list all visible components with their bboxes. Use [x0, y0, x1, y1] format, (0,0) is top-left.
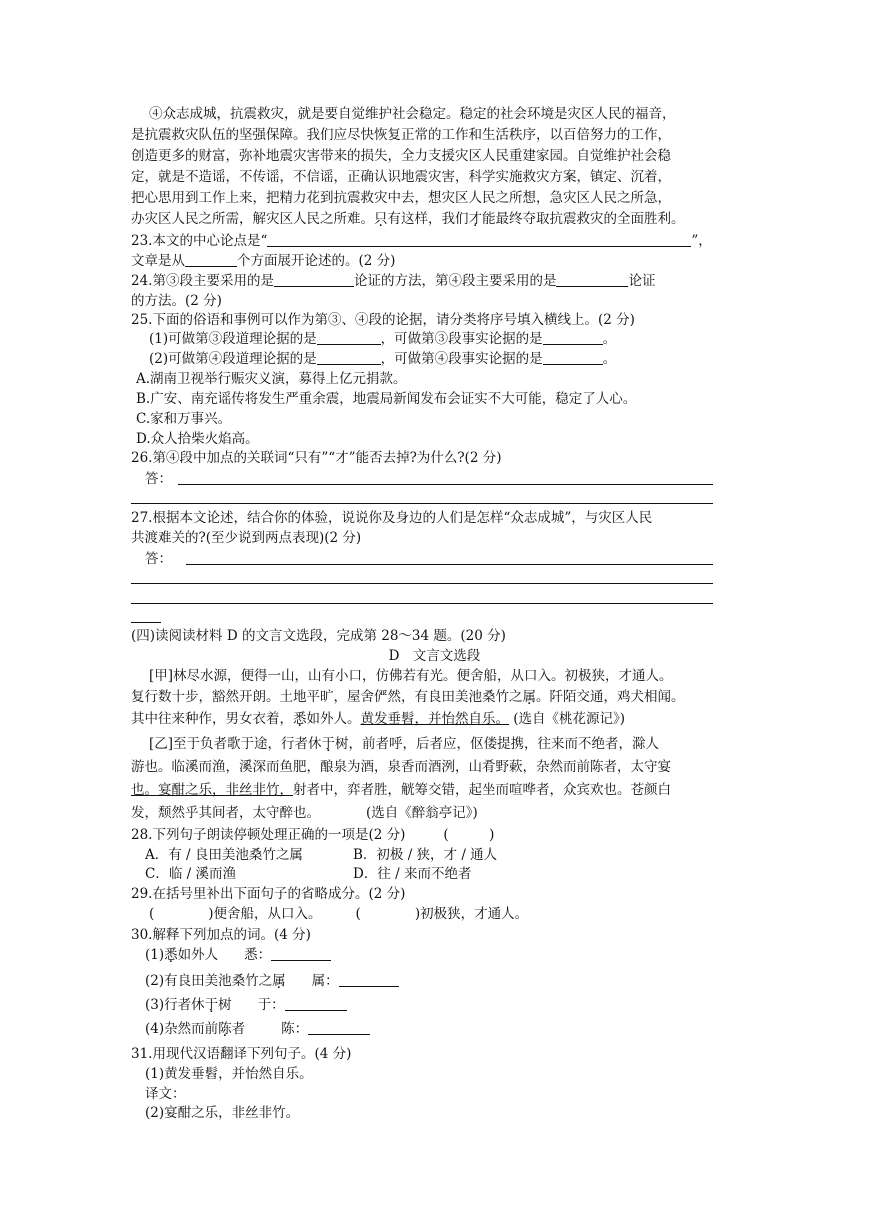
passage4-line: ④众志成城，抗震救灾，就是要自觉维护社会稳定。稳定的社会环境是灾区人民的福音，: [149, 106, 676, 122]
question-30-item: (4)杂然而前陈者 陈：: [145, 1020, 370, 1038]
section-subtitle: D 文言文选段: [388, 648, 481, 664]
question-25-blank2: (2)可做第④段道理论据的是 ，可做第④段事实论据的是 。: [149, 351, 617, 367]
dotted-char: 属: [272, 973, 286, 989]
passage-jia-line: 复行数十步，豁然开朗。土地平旷，屋舍俨然，有良田美池桑竹之属。阡陌交通，鸡犬相闻。: [131, 689, 685, 705]
option: C.家和万事兴。: [136, 411, 232, 427]
answer-line[interactable]: [131, 503, 713, 504]
underlined-sentence: 也。宴酣之乐，非丝非竹，: [131, 782, 293, 798]
question-29-items: [149, 905, 528, 923]
passage-jia-line: 其中往来种作，男女衣着，悉如外人。黄发垂髫，并怡然自乐。 (选自《桃花源记》): [131, 711, 626, 727]
answer-line[interactable]: [131, 622, 161, 623]
option: A．有 / 良田美池桑竹之属 B．初极 / 狭，才 / 通人: [145, 847, 498, 863]
question-30-item: (2)有良田美池桑竹之属 属：: [145, 972, 399, 990]
option: C．临 / 溪而渔 D．往 / 来而不绝者: [145, 866, 472, 882]
passage-yi-line: 也。宴酣之乐，非丝非竹，射者中，弈者胜，觥筹交错，起坐而喧哗者，众宾欢也。苍颜白: [131, 782, 671, 798]
answer-blank[interactable]: [543, 350, 603, 365]
answer-label: 答：: [145, 551, 172, 567]
question-27: 27.根据本文论述，结合你的体验，说说你及身边的人们是怎样“众志成城”，与灾区人民: [131, 510, 653, 526]
answer-blank[interactable]: [308, 1020, 370, 1035]
question-27-line2: 共渡难关的?(至少说到两点表现)(2 分): [131, 530, 362, 546]
answer-paren[interactable]: ( )便舍船，从口入。: [149, 906, 322, 922]
answer-blank[interactable]: [267, 232, 691, 247]
answer-line[interactable]: [131, 603, 713, 604]
passage-yi-line: 发，颓然乎其间者，太守醉也。 (选自《醉翁亭记》): [131, 805, 478, 821]
question-25-blank1: (1)可做第③段道理论据的是 ，可做第③段事实论据的是 。: [149, 331, 617, 347]
question-26: 26.第④段中加点的关联词“只有”“才”能否去掉?为什么?(2 分): [131, 450, 502, 466]
question-29: 29.在括号里补出下面句子的省略成分。(2 分): [131, 886, 406, 902]
option: A.湖南卫视举行赈灾义演，募得上亿元捐款。: [136, 371, 407, 387]
option: B.广安、南充谣传将发生严重余震，地震局新闻发布会证实不大可能，稳定了人心。: [136, 391, 637, 407]
passage4-line: 创造更多的财富，弥补地震灾害带来的损失，全力支援灾区人民重建家园。自觉维护社会稳: [131, 148, 671, 164]
question-30: 30.解释下列加点的词。(4 分): [131, 927, 311, 943]
section-heading: (四)读阅读材料 D 的文言文选段，完成第 28～34 题。(20 分): [131, 628, 506, 644]
question-23: 23.本文的中心论点是“ ”，: [131, 233, 712, 249]
passage4-line: 是抗震救灾队伍的坚强保障。我们应尽快恢复正常的工作和生活秩序，以百倍努力的工作，: [131, 127, 671, 143]
answer-line[interactable]: [186, 564, 713, 565]
answer-blank[interactable]: [274, 272, 354, 287]
question-31: 31.用现代汉语翻译下列句子。(4 分): [131, 1046, 352, 1062]
dotted-char: 只: [374, 211, 388, 227]
passage-jia-line: [甲]林尽水源，便得一山，山有小口，仿佛若有光。便舍船，从口入。初极狭，才通人。: [149, 668, 673, 684]
dotted-char: 悉: [164, 947, 178, 963]
question-23-line2: 文章是从 个方面展开论述的。(2 分): [131, 253, 396, 269]
question-25: 25.下面的俗语和事例可以作为第③、④段的论据，请分类将序号填入横线上。(2 分): [131, 312, 635, 328]
passage4-line: 办灾区人民之所需，解灾区人民之所难。只有这样，我们才能最终夺取抗震救灾的全面胜利。: [131, 211, 685, 227]
passage4-line: 定，就是不造谣，不传谣，不信谣，正确认识地震灾害，科学实施救灾方案，镇定、沉着，: [131, 169, 671, 185]
dotted-char: 陈: [218, 1021, 232, 1037]
dotted-char: 于: [321, 736, 336, 752]
question-31-sentence: (1)黄发垂髫，并怡然自乐。: [145, 1066, 313, 1082]
passage-yi-line: [乙]至于负者歌于途，行者休于树，前者呼，后者应，伛偻提携，往来而不绝者，滁人: [149, 736, 660, 752]
passage-yi-line: 游也。临溪而渔，溪深而鱼肥，酿泉为酒，泉香而酒洌，山肴野蔌，杂然而前陈者，太守宴: [131, 759, 671, 775]
answer-blank[interactable]: [285, 996, 347, 1011]
dotted-char: 悉: [293, 711, 307, 727]
answer-paren[interactable]: ( )初极狭，才通人。: [355, 906, 529, 922]
answer-blank[interactable]: [339, 972, 399, 987]
answer-blank[interactable]: [185, 252, 237, 267]
answer-blank[interactable]: [271, 946, 331, 961]
question-24: 24.第③段主要采用的是 论证的方法，第④段主要采用的是 论证: [131, 273, 656, 289]
answer-blank[interactable]: [556, 272, 628, 287]
answer-blank[interactable]: [317, 350, 381, 365]
answer-label: 译文：: [145, 1086, 186, 1102]
question-28: 28.下列句子朗读停顿处理正确的一项是(2 分) ( ): [131, 827, 495, 843]
answer-paren[interactable]: ( ): [443, 827, 495, 843]
dotted-char: 于: [204, 997, 219, 1013]
question-30-item: (1)悉如外人 悉：: [145, 946, 331, 964]
question-30-item: (3)行者休于树 于：: [145, 996, 347, 1014]
question-31-sentence: (2)宴酣之乐，非丝非竹。: [145, 1105, 300, 1121]
dotted-char: 属: [522, 689, 536, 705]
answer-line[interactable]: [131, 583, 713, 584]
answer-line[interactable]: [178, 484, 713, 485]
dotted-char: 才: [468, 211, 482, 227]
answer-blank[interactable]: [317, 330, 381, 345]
passage4-line: 把心思用到工作上来，把精力花到抗震救灾中去，想灾区人民之所想，急灾区人民之所急，: [131, 190, 671, 206]
option: D.众人拾柴火焰高。: [136, 431, 259, 447]
underlined-sentence: 黄发垂髫，并怡然自乐。: [360, 711, 509, 727]
question-24-line2: 的方法。(2 分): [131, 293, 222, 309]
answer-label: 答：: [145, 471, 172, 487]
answer-blank[interactable]: [543, 330, 603, 345]
